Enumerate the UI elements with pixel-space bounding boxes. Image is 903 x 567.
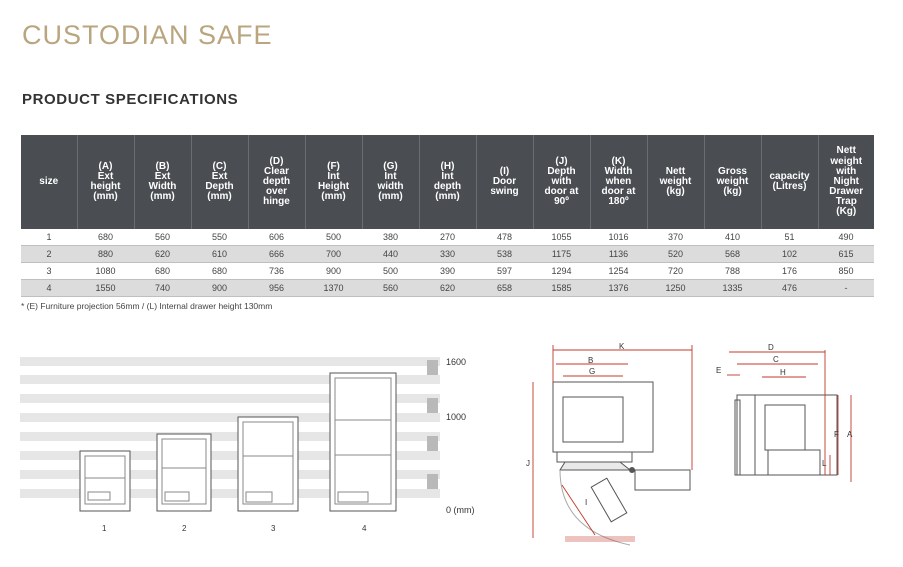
column-header-line: (G) [383,160,398,172]
table-cell: 680 [77,229,134,246]
column-header-line: Clear [263,165,289,177]
safe-size-label-4: 4 [362,524,367,533]
column-header-line: Ext [154,170,171,182]
table-cell: 102 [761,246,818,263]
dim-label-c: C [773,355,779,364]
table-cell: 568 [704,246,761,263]
table-cell: 680 [134,263,191,280]
safe-size-label-3: 3 [271,524,276,533]
column-header-line: with [836,165,857,177]
column-header-line: capacity [769,170,810,182]
table-cell: 1250 [647,280,704,297]
column-header-line: swing [490,186,519,198]
column-header-line: Night [833,175,860,187]
table-cell: 850 [818,263,874,280]
table-cell: 550 [191,229,248,246]
column-header-line: weight [830,155,863,167]
column-header-line: depth [433,181,462,192]
table-cell: 740 [134,280,191,297]
column-header-line: weight [716,175,749,187]
table-cell: 51 [761,229,818,246]
table-cell: 666 [248,246,305,263]
table-cell: 1080 [77,263,134,280]
table-cell: 520 [647,246,704,263]
table-cell: - [818,280,874,297]
table-cell: 1136 [590,246,647,263]
section-title: PRODUCT SPECIFICATIONS [22,91,239,108]
table-cell: 900 [191,280,248,297]
column-header-line: (H) [440,160,455,172]
table-cell: 1370 [305,280,362,297]
column-header-line: Int [441,170,454,182]
column-header-line: (Kg) [836,206,857,218]
table-cell: 560 [134,229,191,246]
dim-label-k: K [619,342,625,351]
column-header-line: width [377,181,404,192]
column-header-line: (K) [611,155,626,167]
column-header-line: (C) [212,160,227,172]
table-cell: 620 [419,280,476,297]
column-header-line: Int [327,170,340,182]
column-header-line: Ext [211,170,228,182]
column-header-line: depth [262,175,291,187]
table-cell: 1175 [533,246,590,263]
table-cell: 700 [305,246,362,263]
column-header-line: Width [604,165,633,177]
table-cell: 500 [305,229,362,246]
column-header-line: with [551,175,572,187]
table-cell: 880 [77,246,134,263]
table-cell: 560 [362,280,419,297]
column-header-line: weight [659,175,692,187]
table-cell: 4 [21,280,77,297]
column-header-line: Gross [718,165,747,177]
column-header-line: over [265,186,288,198]
table-cell: 1254 [590,263,647,280]
column-header-line: (I) [499,165,510,177]
table-cell: 1376 [590,280,647,297]
table-cell: 476 [761,280,818,297]
table-cell: 956 [248,280,305,297]
table-cell: 900 [305,263,362,280]
table-cell: 1016 [590,229,647,246]
dim-label-g: G [589,367,596,376]
column-header-line: Nett [665,165,686,177]
dim-label-i: I [585,498,588,507]
table-cell: 597 [476,263,533,280]
scale-label-1600: 1600 [446,357,467,367]
column-header-line: (mm) [93,191,118,203]
column-header-line: (Litres) [772,181,807,192]
column-header-line: (J) [555,155,568,167]
table-cell: 1585 [533,280,590,297]
table-cell: 1055 [533,229,590,246]
table-cell: 610 [191,246,248,263]
dim-label-f: F [834,430,839,439]
column-header-line: (kg) [666,186,685,198]
dim-label-j: J [526,459,530,468]
table-cell: 490 [818,229,874,246]
column-header-line: Width [148,181,177,192]
table-cell: 478 [476,229,533,246]
table-cell: 620 [134,246,191,263]
table-cell: 330 [419,246,476,263]
column-header-line: hinge [263,196,290,208]
column-header-line: Drawer [829,186,864,198]
column-header-line: (mm) [378,191,403,203]
scale-label-1000: 1000 [446,412,467,422]
column-header-line: (B) [155,160,170,172]
column-header-line: Depth [205,181,234,192]
column-header-line: (kg) [723,186,742,198]
column-header-line: Int [384,170,397,182]
table-cell: 3 [21,263,77,280]
column-header-line: (A) [98,160,113,172]
dim-label-b: B [588,356,594,365]
table-cell: 380 [362,229,419,246]
table-cell: 270 [419,229,476,246]
dim-label-e: E [716,366,722,375]
column-header-line: (mm) [435,191,460,203]
table-cell: 176 [761,263,818,280]
table-cell: 658 [476,280,533,297]
table-cell: 410 [704,229,761,246]
table-cell: 500 [362,263,419,280]
column-header-line: Depth [547,165,576,177]
table-cell: 2 [21,246,77,263]
table-cell: 1294 [533,263,590,280]
dim-label-a: A [847,430,853,439]
column-header-line: Nett [836,145,856,157]
column-header-line: (mm) [321,191,346,203]
table-cell: 606 [248,229,305,246]
footnote: * (E) Furniture projection 56mm / (L) Internal drawer height 130mm [21,301,273,311]
table-cell: 788 [704,263,761,280]
page-title: CUSTODIAN SAFE [22,20,273,50]
column-header-line: (F) [327,160,340,172]
table-cell: 1 [21,229,77,246]
safe-size-label-2: 2 [182,524,187,533]
scale-label-0: 0 (mm) [446,505,475,515]
column-header-line: 90º [554,196,569,208]
dim-label-h: H [780,368,786,377]
column-header-line: 180º [608,196,629,208]
table-cell: 370 [647,229,704,246]
table-cell: 538 [476,246,533,263]
table-cell: 720 [647,263,704,280]
column-header-line: door at [601,186,636,198]
dim-label-d: D [768,343,774,352]
table-cell: 680 [191,263,248,280]
column-header-line: (mm) [207,191,232,203]
column-header-line: Door [492,175,517,187]
column-header-line: height [90,181,121,192]
column-header-line: Ext [97,170,114,182]
table-cell: 440 [362,246,419,263]
column-header-line: door at [544,186,579,198]
column-header-line: (D) [269,155,284,167]
column-header-line: size [39,175,59,187]
table-cell: 736 [248,263,305,280]
column-header-line: Height [317,181,350,192]
table-cell: 390 [419,263,476,280]
column-header-line: when [605,175,632,187]
table-cell: 615 [818,246,874,263]
safe-size-label-1: 1 [102,524,107,533]
dim-label-l: L [822,459,827,468]
table-cell: 1335 [704,280,761,297]
table-cell: 1550 [77,280,134,297]
column-header-line: Trap [835,196,857,208]
column-header-line: (mm) [150,191,175,203]
